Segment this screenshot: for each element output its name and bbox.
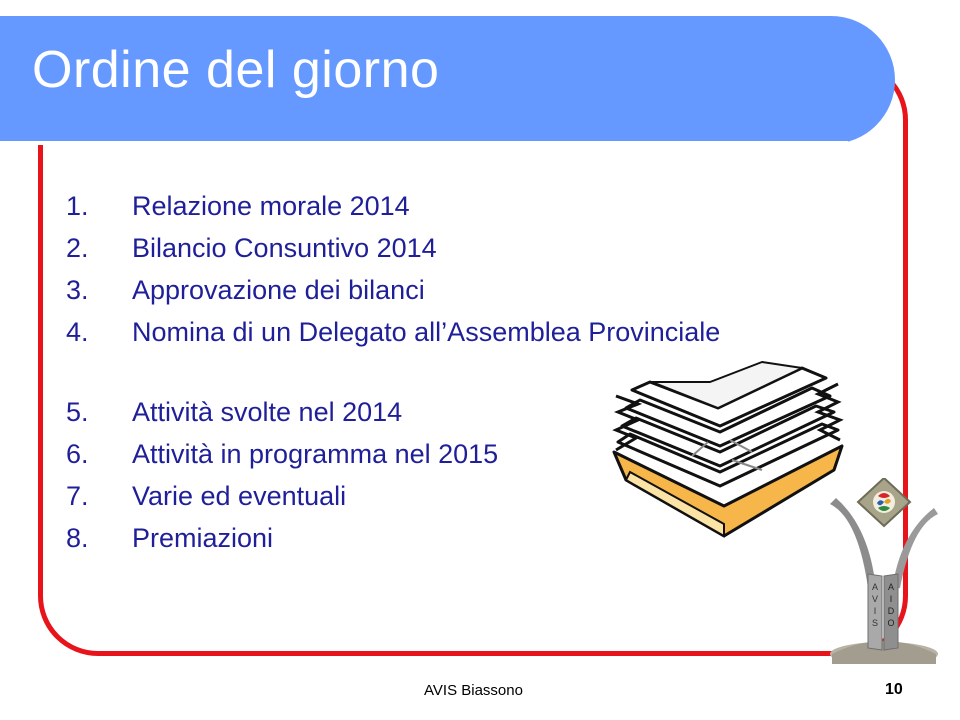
agenda-number: 8. — [66, 523, 89, 553]
agenda-text: Attività in programma nel 2015 — [132, 439, 499, 469]
agenda-text: Bilancio Consuntivo 2014 — [132, 233, 437, 263]
paper-stack-icon — [612, 360, 844, 540]
agenda-text: Premiazioni — [132, 523, 274, 553]
agenda-number: 3. — [66, 275, 89, 305]
svg-text:A: A — [887, 582, 895, 592]
svg-text:A: A — [871, 582, 879, 592]
agenda-text: Varie ed eventuali — [132, 481, 347, 511]
title-underline — [0, 141, 848, 145]
svg-text:I: I — [873, 606, 877, 616]
page-number: 10 — [885, 681, 903, 698]
slide-frame — [38, 60, 908, 656]
agenda-text: Attività svolte nel 2014 — [132, 397, 403, 427]
svg-text:O: O — [887, 618, 895, 628]
svg-text:V: V — [871, 594, 879, 604]
agenda-number: 7. — [66, 481, 89, 511]
agenda-number: 5. — [66, 397, 89, 427]
agenda-text: Relazione morale 2014 — [132, 191, 410, 221]
agenda-text: Approvazione dei bilanci — [132, 275, 425, 305]
agenda-number: 2. — [66, 233, 89, 263]
slide-title: Ordine del giorno — [32, 41, 440, 99]
footer-text: AVIS Biassono — [424, 682, 523, 699]
agenda-number: 1. — [66, 191, 89, 221]
svg-text:D: D — [887, 606, 895, 616]
avis-aido-monument-icon — [828, 478, 940, 664]
agenda-number: 6. — [66, 439, 89, 469]
agenda-text: Nomina di un Delegato all’Assemblea Provinciale — [132, 317, 721, 347]
svg-text:S: S — [871, 618, 879, 628]
svg-text:I: I — [889, 594, 893, 604]
agenda-number: 4. — [66, 317, 89, 347]
